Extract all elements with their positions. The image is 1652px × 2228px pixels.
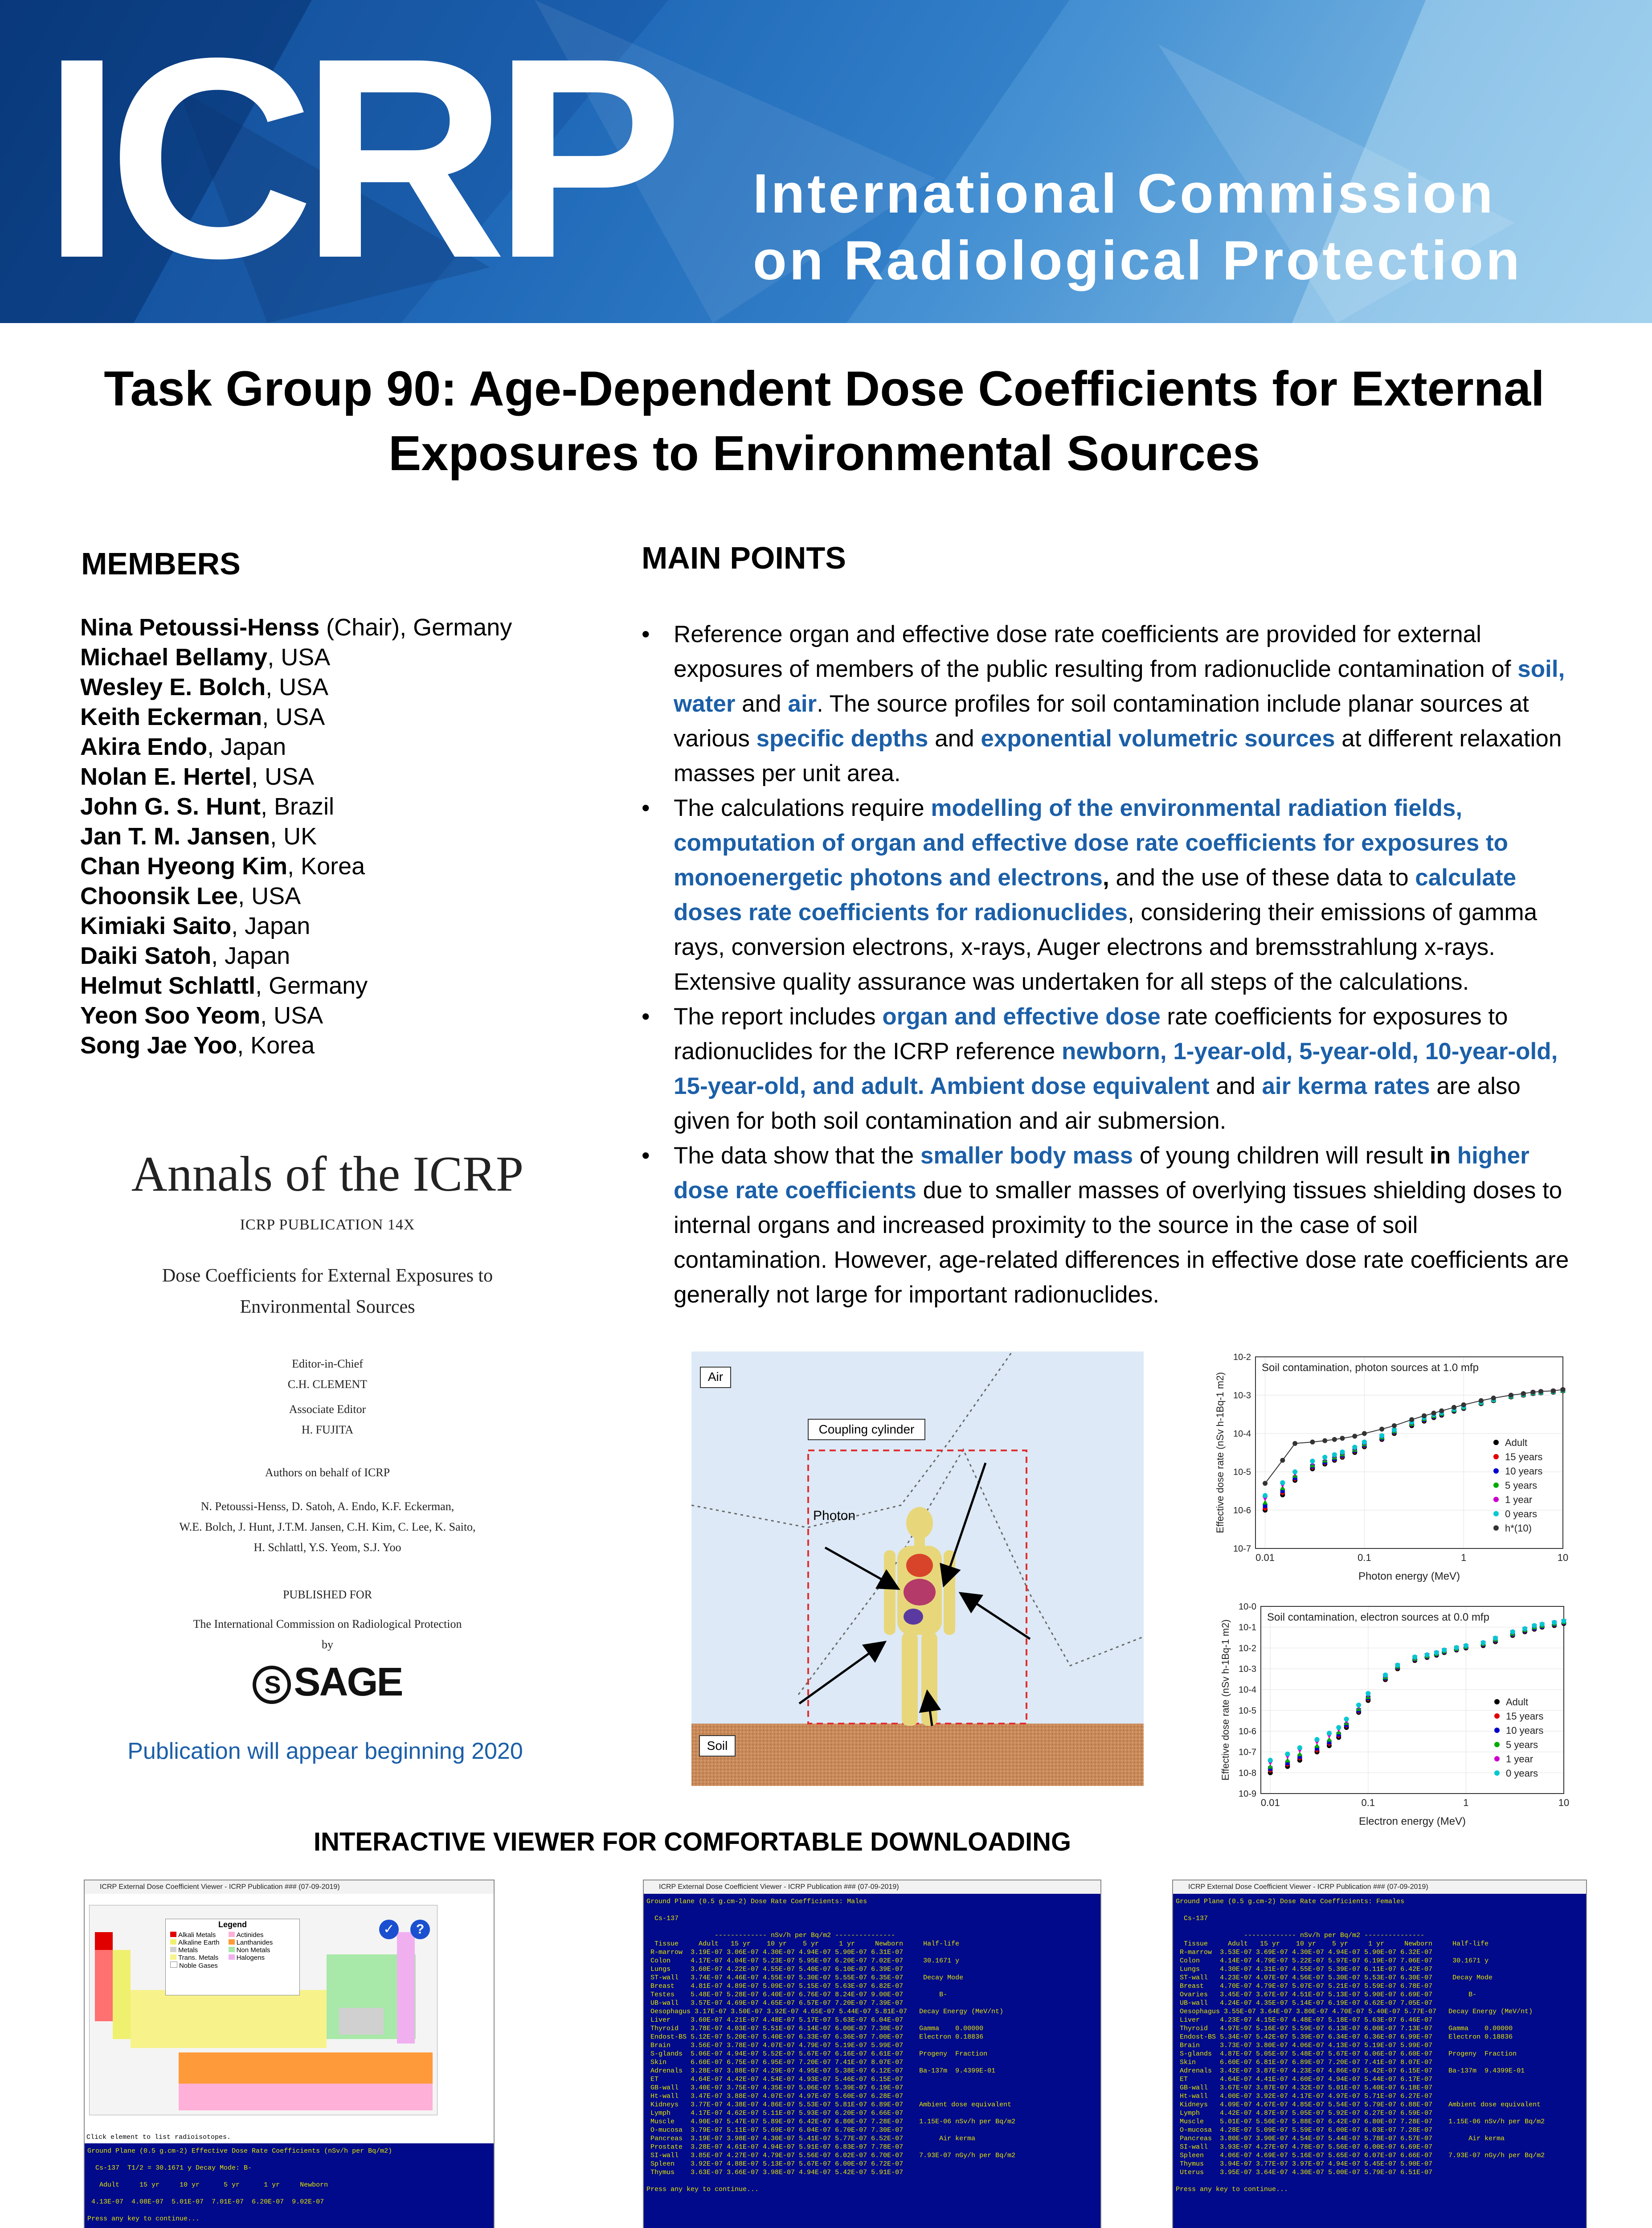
- data-point: [1422, 1413, 1427, 1418]
- data-point: [1280, 1458, 1285, 1463]
- y-tick-label: 10-4: [1233, 1429, 1251, 1439]
- data-point: [1356, 1703, 1361, 1708]
- photon-chart: [1211, 1348, 1576, 1597]
- viewer-heading: INTERACTIVE VIEWER FOR COMFORTABLE DOWNLOADING: [313, 1827, 1071, 1856]
- window-titlebar: ICRP External Dose Coefficient Viewer - ICRP Publication ### (07-09-2019): [644, 1880, 1100, 1894]
- legend-box: Legend Alkali Metals Alkaline Earth Metals Trans. Metals Noble Gases Actinides Lanthanides Non Metals Halogens: [165, 1919, 300, 1995]
- member-item: Nolan E. Hertel, USA: [80, 763, 315, 790]
- legend-marker: [1493, 1468, 1499, 1474]
- member-item: Chan Hyeong Kim, Korea: [80, 853, 365, 880]
- legend-marker: [1493, 1454, 1499, 1459]
- member-item: Choonsik Lee, USA: [80, 883, 301, 909]
- data-point: [1322, 1438, 1327, 1443]
- authors-line-1: N. Petoussi-Henss, D. Satoh, A. Endo, K.F. Eckerman,: [200, 1500, 454, 1513]
- organization-line-1: International Commission: [753, 163, 1496, 225]
- data-point: [1340, 1450, 1345, 1454]
- photon-label: Photon: [813, 1508, 856, 1523]
- legend-marker: [1494, 1713, 1500, 1719]
- y-tick-label: 10-5: [1238, 1706, 1256, 1716]
- x-axis-label: Electron energy (MeV): [1358, 1815, 1466, 1827]
- soil-label: Soil: [707, 1739, 728, 1753]
- member-item: Helmut Schlattl, Germany: [80, 972, 368, 999]
- data-point: [1509, 1393, 1513, 1398]
- data-point: [1362, 1440, 1367, 1445]
- data-point: [1530, 1390, 1535, 1395]
- legend-label: 5 years: [1505, 1480, 1538, 1491]
- data-point: [1491, 1396, 1496, 1401]
- viewer-console: Ground Plane (0.5 g.cm-2) Effective Dose Rate Coefficients (nSv/h per Bq/m2) Cs-137 T1/2 = 30.1671 y Decay Mode: B- Adult 15 yr 10 yr 5 yr 1 yr Newborn 4.13E-07 4.08E-07 5.01E-07 7.01E-07 6.20E-07 9.02E-07 Press any key to continue...: [87, 2147, 393, 2223]
- data-point: [1532, 1623, 1537, 1628]
- legend-label: 15 years: [1505, 1451, 1543, 1462]
- member-item: Daiki Satoh, Japan: [80, 942, 290, 969]
- check-icon[interactable]: ✓: [379, 1920, 399, 1939]
- y-tick-label: 10-5: [1233, 1467, 1251, 1477]
- cover-subtitle-line-2: Environmental Sources: [240, 1297, 415, 1317]
- data-point: [1332, 1452, 1337, 1457]
- data-point: [1322, 1455, 1327, 1460]
- viewer-window-females: [1173, 1880, 1586, 2228]
- y-tick-label: 10-4: [1238, 1685, 1256, 1695]
- publication-number: ICRP PUBLICATION 14X: [240, 1216, 415, 1233]
- member-item: Song Jae Yoo, Korea: [80, 1032, 315, 1059]
- data-point: [1439, 1409, 1444, 1413]
- data-point: [1366, 1691, 1370, 1696]
- data-point: [1263, 1493, 1268, 1498]
- authors: [85, 1496, 570, 1558]
- data-point: [1493, 1636, 1498, 1641]
- data-point: [1292, 1441, 1297, 1446]
- data-point: [1332, 1437, 1337, 1442]
- data-point: [1479, 1398, 1484, 1403]
- data-point: [1461, 1402, 1466, 1407]
- y-tick-label: 10-7: [1238, 1747, 1256, 1757]
- data-point: [1425, 1652, 1430, 1657]
- legend-title: Legend: [218, 1920, 247, 1929]
- window-titlebar: ICRP External Dose Coefficient Viewer - ICRP Publication ### (07-09-2019): [85, 1880, 494, 1894]
- data-point: [1522, 1626, 1527, 1631]
- legend-label: 0 years: [1505, 1508, 1538, 1519]
- x-tick-label: 0.01: [1260, 1797, 1280, 1808]
- legend-marker: [1494, 1770, 1500, 1776]
- y-tick-label: 10-0: [1238, 1602, 1256, 1612]
- data-point: [1268, 1758, 1273, 1763]
- legend-marker: [1493, 1440, 1499, 1445]
- y-tick-label: 10-3: [1233, 1391, 1251, 1401]
- y-tick-label: 10-7: [1233, 1544, 1251, 1554]
- data-point: [1362, 1431, 1367, 1436]
- data-point: [1538, 1389, 1543, 1394]
- data-point: [1285, 1752, 1290, 1757]
- y-tick-label: 10-1: [1238, 1622, 1256, 1633]
- periodic-table-panel: [85, 1894, 494, 2143]
- x-tick-label: 1: [1463, 1797, 1469, 1808]
- chart-title: Soil contamination, photon sources at 1.0 mfp: [1262, 1362, 1479, 1374]
- member-item: Keith Eckerman, USA: [80, 704, 325, 730]
- y-axis-label: Effective dose rate (nSv h-1Bq-1 m2): [1214, 1372, 1226, 1533]
- data-point: [1327, 1731, 1332, 1736]
- main-point-item: • The calculations require modelling of the environmental radiation fields, computation of organ and effective dose rate coefficients for exposures to monoenergetic photons and electrons, and the use of these data to calculate doses rate coefficients for radionuclides, considering their emissions of gamma rays, conversion electrons, x-rays, Auger electrons and bremsstrahlung x-rays. Extensive quality assurance was undertaken for all steps of the calculations.: [642, 791, 1570, 999]
- legend-label: Adult: [1506, 1696, 1529, 1708]
- x-tick-label: 0.1: [1358, 1552, 1371, 1563]
- member-item: Nina Petoussi-Henss (Chair), Germany: [80, 614, 512, 641]
- editors: [85, 1354, 570, 1440]
- data-point: [1392, 1423, 1397, 1428]
- main-point-item: • The report includes organ and effective dose rate coefficients for exposures to radionuclides for the ICRP reference newborn, 1-year-old, 5-year-old, 10-year-old, 15-year-old, and adult. Ambient dose equivalent and air kerma rates are also given for both soil contamination and air submersion.: [642, 999, 1570, 1139]
- legend-marker: [1493, 1483, 1499, 1488]
- y-tick-label: 10-2: [1238, 1643, 1256, 1654]
- data-point: [1263, 1481, 1268, 1486]
- data-point: [1562, 1618, 1566, 1623]
- x-tick-label: 0.01: [1255, 1552, 1275, 1563]
- poster-title: [45, 356, 1604, 486]
- electron-chart: [1216, 1597, 1577, 1838]
- data-point: [1395, 1663, 1400, 1667]
- legend-marker: [1493, 1497, 1499, 1502]
- legend-label: Adult: [1505, 1437, 1528, 1448]
- viewer-console: Ground Plane (0.5 g.cm-2) Dose Rate Coefficients: Females Cs-137 ------------- nSv/h per Bq/m2 --------------- Tissue Adult 15 yr 10 yr 5 yr 1 yr Newborn Half-life R-marrow 3.53E-07 3.69E-07 4.30E-07 4.94E-07 5.90E-07 6.32E-07 Colon 4.14E-07 4.79E-07 5.22E-07 5.97E-07 6.19E-07 7.06E-07 30.1671 y Lungs 4.30E-07 4.31E-07 4.55E-07 5.39E-07 6.11E-07 6.42E-07 ST-wall 4.23E-07 4.07E-07 4.56E-07 5.30E-07 5.53E-07 6.30E-07 Decay Mode Breast 4.70E-07 4.79E-07 5.07E-07 5.21E-07 5.59E-07 6.78E-07 Ovaries 3.45E-07 3.67E-07 4.51E-07 5.13E-07 5.90E-07 6.69E-07 B- UB-wall 4.24E-07 4.35E-07 5.14E-07 6.19E-07 6.62E-07 7.05E-07 Oesophagus 3.55E-07 3.64E-07 3.80E-07 4.70E-07 5.40E-07 5.77E-07 Decay Energy (MeV/nt) Liver 4.23E-07 4.15E-07 4.48E-07 5.18E-07 5.63E-07 6.46E-07 Thyroid 4.97E-07 5.16E-07 5.59E-07 6.13E-07 6.00E-07 7.13E-07 Gamma 0.00000 Endost-BS 5.34E-07 5.42E-07 5.39E-07 6.34E-07 6.36E-07 6.99E-07 Electron 0.18836 Brain 3.73E-07 3.80E-07 4.06E-07 4.13E-07 5.19E-07 5.99E-07 S-glands 4.87E-07 5.05E-07 5.48E-07 5.67E-07 6.06E-07 6.60E-07 Progeny Fraction Skin 6.60E-07 6.81E-07 6.89E-07 7.20E-07 7.41E-07 8.07E-07 Adrenals 3.42E-07 3.87E-07 4.23E-07 4.86E-07 5.42E-07 6.15E-07 Ba-137m 9.4399E-01 ET 4.64E-07 4.41E-07 4.60E-07 4.94E-07 5.44E-07 6.17E-07 GB-wall 3.67E-07 3.87E-07 4.32E-07 5.01E-07 5.40E-07 6.18E-07 Ht-wall 4.00E-07 3.92E-07 4.17E-07 4.97E-07 5.71E-07 6.27E-07 Kidneys 4.09E-07 4.67E-07 4.85E-07 5.54E-07 5.79E-07 6.88E-07 Ambient dose equivalent Lymph 4.42E-07 4.87E-07 5.05E-07 5.92E-07 6.27E-07 6.59E-07 Muscle 5.01E-07 5.50E-07 5.88E-07 6.42E-07 6.80E-07 7.28E-07 1.15E-06 nSv/h per Bq/m2 O-mucosa 4.28E-07 5.09E-07 5.59E-07 6.00E-07 6.03E-07 7.28E-07 Pancreas 3.80E-07 3.90E-07 4.54E-07 5.44E-07 5.78E-07 6.57E-07 Air kerma SI-wall 3.93E-07 4.27E-07 4.78E-07 5.56E-07 6.00E-07 6.69E-07 Spleen 4.06E-07 4.69E-07 5.16E-07 5.65E-07 6.07E-07 6.66E-07 7.93E-07 nGy/h per Bq/m2 Thymus 3.94E-07 3.77E-07 3.97E-07 4.94E-07 5.45E-07 5.90E-07 Uterus 3.95E-07 3.64E-07 4.30E-07 5.00E-07 5.79E-07 6.51E-07 Press any key to continue...: [1176, 1898, 1545, 2193]
- geometry-svg: [691, 1352, 1144, 1786]
- main-point-item: • Reference organ and effective dose rate coefficients are provided for external exposures of members of the public resulting from radionuclide contamination of soil, water and air. The source profiles for soil contamination include planar sources at various specific depths and exponential volumetric sources at different relaxation masses per unit area.: [642, 617, 1570, 791]
- legend-marker: [1494, 1699, 1500, 1704]
- chart-title: Soil contamination, electron sources at 0.0 mfp: [1267, 1611, 1489, 1623]
- x-tick-label: 1: [1461, 1552, 1467, 1563]
- data-point: [1379, 1433, 1384, 1438]
- data-point: [1297, 1745, 1302, 1750]
- data-point: [1454, 1645, 1459, 1650]
- data-point: [1551, 1388, 1556, 1393]
- data-point: [1540, 1622, 1545, 1626]
- member-item: Akira Endo, Japan: [80, 733, 286, 760]
- member-item: Jan T. M. Jansen, UK: [80, 823, 317, 850]
- associate-editor-label: Associate Editor: [289, 1403, 366, 1416]
- data-point: [1310, 1440, 1315, 1445]
- x-tick-label: 10: [1558, 1797, 1570, 1808]
- legend-marker: [1494, 1728, 1500, 1733]
- annals-cover: [85, 1123, 570, 1702]
- coupling-cylinder-label: Coupling cylinder: [818, 1422, 915, 1436]
- periodic-table[interactable]: [89, 1905, 438, 2115]
- icrp-logo: ICRP: [42, 0, 671, 317]
- y-tick-label: 10-6: [1238, 1727, 1256, 1737]
- main-points-heading: MAIN POINTS: [642, 541, 846, 575]
- header-banner: [0, 0, 1652, 323]
- member-item: John G. S. Hunt, Brazil: [80, 793, 335, 820]
- legend-marker: [1493, 1511, 1499, 1516]
- soil-region: [691, 1724, 1144, 1786]
- data-point: [1315, 1737, 1320, 1742]
- main-point-item: • The data show that the smaller body mass of young children will result in higher dose rate coefficients due to smaller masses of overlying tissues shielding doses to internal organs and increased proximity to the source in the case of soil contamination. However, age-related differences in effective dose rate coefficients are generally not large for important radionuclides.: [642, 1139, 1570, 1312]
- legend-label: h*(10): [1505, 1523, 1532, 1534]
- viewer-window-males: [644, 1880, 1100, 2228]
- legend-label: 10 years: [1505, 1466, 1543, 1477]
- data-point: [1340, 1436, 1345, 1441]
- authors-line-3: H. Schlattl, Y.S. Yeom, S.J. Yoo: [254, 1541, 401, 1554]
- y-tick-label: 10-3: [1238, 1664, 1256, 1674]
- data-point: [1434, 1650, 1439, 1655]
- by-label: by: [322, 1638, 333, 1651]
- organization-line-2: on Radiological Protection: [753, 230, 1522, 291]
- data-point: [1383, 1673, 1388, 1678]
- poster-title-line-1: Task Group 90: Age-Dependent Dose Coefficients for External: [104, 361, 1545, 416]
- commission-name: The International Commission on Radiological Protection: [193, 1618, 462, 1630]
- air-label: Air: [707, 1370, 724, 1384]
- members-list: [80, 613, 512, 1061]
- published-for-label: PUBLISHED FOR: [282, 1588, 372, 1601]
- help-icon[interactable]: ?: [410, 1920, 430, 1939]
- data-point: [1452, 1405, 1456, 1410]
- y-tick-label: 10-2: [1233, 1352, 1251, 1362]
- y-axis-label: Effective dose rate (nSv h-1Bq-1 m2): [1220, 1619, 1231, 1781]
- photon-chart-svg: [1211, 1348, 1576, 1597]
- y-tick-label: 10-8: [1238, 1768, 1256, 1778]
- authors-label: Authors on behalf of ICRP: [265, 1466, 390, 1479]
- viewer-status: Click element to list radioisotopes.: [86, 2134, 231, 2141]
- data-point: [1521, 1391, 1526, 1396]
- data-point: [1352, 1445, 1357, 1450]
- data-point: [1292, 1470, 1297, 1474]
- data-point: [1552, 1620, 1557, 1625]
- data-point: [1280, 1480, 1285, 1485]
- annals-title: Annals of the ICRP: [131, 1147, 524, 1202]
- geometry-figure: [691, 1352, 1144, 1786]
- viewer-window-periodic-table: [85, 1880, 494, 2228]
- editor-in-chief: C.H. CLEMENT: [287, 1378, 368, 1391]
- viewer-console: Ground Plane (0.5 g.cm-2) Dose Rate Coefficients: Males Cs-137 ------------- nSv/h per Bq/m2 --------------- Tissue Adult 15 yr 10 yr 5 yr 1 yr Newborn Half-life R-marrow 3.19E-07 3.06E-07 4.30E-07 4.94E-07 5.90E-07 6.31E-07 Colon 4.17E-07 4.04E-07 5.23E-07 5.95E-07 6.20E-07 7.02E-07 30.1671 y Lungs 3.60E-07 4.22E-07 4.55E-07 5.40E-07 6.10E-07 6.39E-07 ST-wall 3.74E-07 4.46E-07 4.55E-07 5.30E-07 5.55E-07 6.35E-07 Decay Mode Breast 4.81E-07 4.89E-07 5.09E-07 5.15E-07 5.63E-07 6.82E-07 Testes 5.48E-07 5.28E-07 6.40E-07 6.76E-07 8.24E-07 9.00E-07 B- UB-wall 3.57E-07 4.69E-07 4.65E-07 6.57E-07 7.20E-07 7.39E-07 Oesophagus 3.17E-07 3.50E-07 3.92E-07 4.65E-07 5.44E-07 5.81E-07 Decay Energy (MeV/nt) Liver 3.60E-07 4.21E-07 4.48E-07 5.17E-07 5.63E-07 6.04E-07 Thyroid 3.78E-07 4.03E-07 5.51E-07 6.14E-07 6.00E-07 7.30E-07 Gamma 0.00000 Endost-BS 5.12E-07 5.20E-07 5.40E-07 6.33E-07 6.36E-07 7.00E-07 Electron 0.18836 Brain 3.56E-07 3.78E-07 4.07E-07 4.79E-07 5.19E-07 5.99E-07 S-glands 5.06E-07 4.94E-07 5.52E-07 5.67E-07 6.16E-07 6.61E-07 Progeny Fraction Skin 6.60E-07 6.75E-07 6.95E-07 7.20E-07 7.41E-07 8.07E-07 Adrenals 3.28E-07 3.88E-07 4.29E-07 4.95E-07 5.38E-07 6.12E-07 Ba-137m 9.4399E-01 ET 4.64E-07 4.42E-07 4.54E-07 4.93E-07 5.46E-07 6.15E-07 GB-wall 3.40E-07 3.75E-07 4.35E-07 5.06E-07 5.39E-07 6.19E-07 Ht-wall 3.47E-07 3.88E-07 4.07E-07 4.97E-07 5.60E-07 6.28E-07 Kidneys 3.77E-07 4.38E-07 4.86E-07 5.53E-07 5.81E-07 6.89E-07 Ambient dose equivalent Lymph 4.17E-07 4.62E-07 5.11E-07 5.93E-07 6.20E-07 6.66E-07 Muscle 4.90E-07 5.47E-07 5.89E-07 6.42E-07 6.80E-07 7.28E-07 1.15E-06 nSv/h per Bq/m2 O-mucosa 3.79E-07 5.11E-07 5.69E-07 6.04E-07 6.70E-07 7.30E-07 Pancreas 3.19E-07 3.98E-07 4.30E-07 5.41E-07 5.77E-07 6.52E-07 Air kerma Prostate 3.28E-07 4.61E-07 4.94E-07 5.91E-07 6.83E-07 7.78E-07 SI-wall 3.85E-07 4.27E-07 4.79E-07 5.56E-07 6.02E-07 6.70E-07 7.93E-07 nGy/h per Bq/m2 Spleen 3.92E-07 4.88E-07 5.13E-07 5.67E-07 6.00E-07 6.72E-07 Thymus 3.63E-07 3.66E-07 3.98E-07 4.94E-07 5.42E-07 5.91E-07 Press any key to continue...: [646, 1898, 1016, 2193]
- main-points-list: [642, 617, 1570, 1312]
- data-point: [1510, 1630, 1515, 1634]
- data-point: [1409, 1417, 1414, 1422]
- poster-title-line-2: Exposures to Environmental Sources: [388, 426, 1260, 481]
- cover-subtitle-line-1: Dose Coefficients for External Exposures to: [162, 1266, 493, 1286]
- data-point: [1561, 1387, 1566, 1392]
- member-item: Kimiaki Saito, Japan: [80, 913, 311, 939]
- data-point: [1464, 1643, 1468, 1648]
- data-point: [1352, 1434, 1357, 1439]
- legend-marker: [1494, 1756, 1500, 1761]
- window-titlebar: ICRP External Dose Coefficient Viewer - ICRP Publication ### (07-09-2019): [1173, 1880, 1586, 1894]
- legend-marker: [1494, 1742, 1500, 1747]
- legend-label: 5 years: [1506, 1739, 1538, 1750]
- members-heading: MEMBERS: [81, 546, 241, 581]
- associate-editor: H. FUJITA: [301, 1423, 354, 1436]
- electron-chart-svg: [1216, 1597, 1577, 1838]
- data-point: [1431, 1411, 1436, 1416]
- member-item: Wesley E. Bolch, USA: [80, 674, 329, 700]
- data-point: [1336, 1725, 1341, 1730]
- legend-label: 1 year: [1505, 1494, 1533, 1505]
- member-item: Michael Bellamy, USA: [80, 644, 331, 671]
- organization-name: [753, 160, 1522, 294]
- data-point: [1481, 1640, 1486, 1645]
- legend-label: 1 year: [1506, 1753, 1533, 1765]
- y-tick-label: 10-9: [1238, 1789, 1256, 1799]
- authors-line-2: W.E. Bolch, J. Hunt, J.T.M. Jansen, C.H. Kim, C. Lee, K. Saito,: [179, 1520, 476, 1533]
- legend-label: 10 years: [1506, 1725, 1544, 1736]
- data-point: [1412, 1655, 1417, 1659]
- legend-label: 15 years: [1506, 1711, 1544, 1722]
- data-point: [1379, 1427, 1384, 1432]
- data-point: [1442, 1647, 1447, 1652]
- legend-label: 0 years: [1506, 1768, 1538, 1779]
- data-point: [1310, 1459, 1315, 1464]
- member-item: Yeon Soo Yeom, USA: [80, 1002, 323, 1029]
- data-point: [1344, 1716, 1349, 1721]
- publication-note: Publication will appear beginning 2020: [127, 1738, 523, 1764]
- x-tick-label: 10: [1557, 1552, 1569, 1563]
- legend-marker: [1493, 1525, 1499, 1531]
- y-tick-label: 10-6: [1233, 1506, 1251, 1515]
- cover-subtitle: [85, 1260, 570, 1323]
- x-axis-label: Photon energy (MeV): [1358, 1570, 1460, 1582]
- sage-logo: S SAGE: [85, 1659, 570, 1705]
- x-tick-label: 0.1: [1361, 1797, 1375, 1808]
- editor-in-chief-label: Editor-in-Chief: [292, 1357, 363, 1370]
